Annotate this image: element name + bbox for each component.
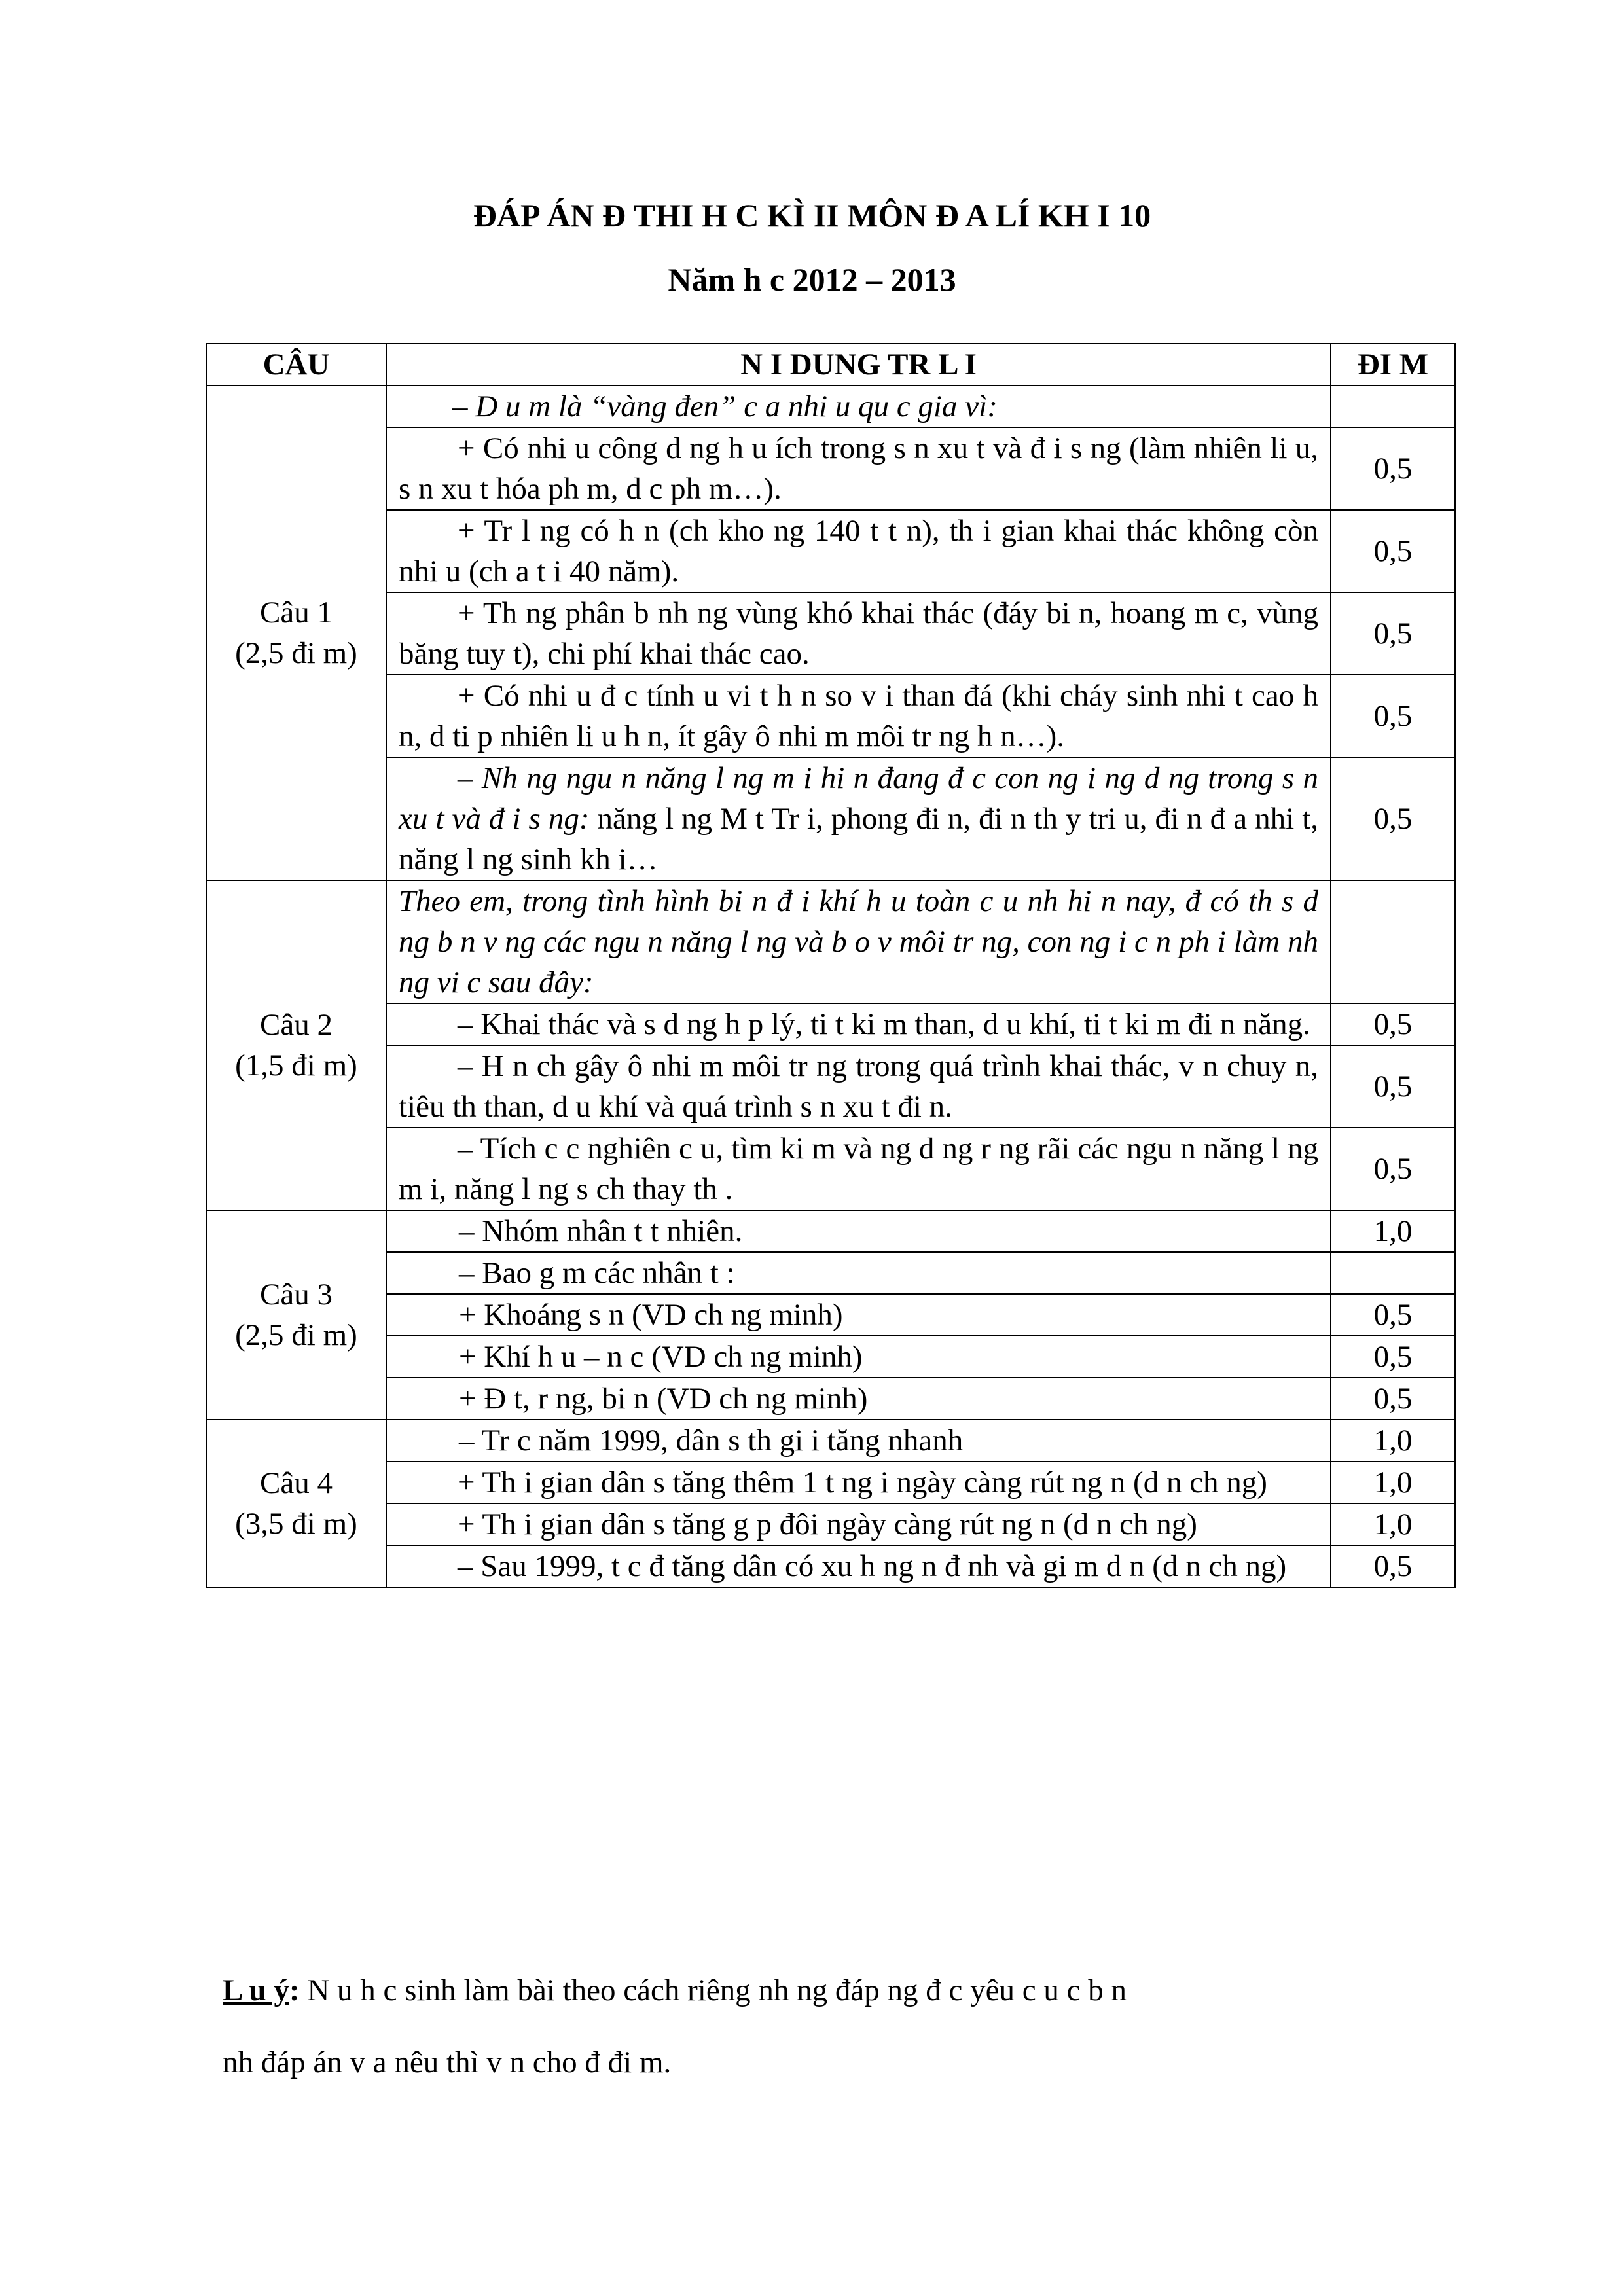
table-row [206,880,1455,1003]
row-score: 0,5 [1331,675,1455,757]
row-text: Theo em, trong tình hình bi n đ i khí h u toàn c u nh hi n nay, đ có th s d ng b n v ng các ngu n năng l ng và b o v môi tr ng, con ng i c n ph i làm nh ng vi c sau đây: [386,880,1331,1003]
row-score: 1,0 [1331,1210,1455,1252]
note-text-1: N u h c sinh làm bài theo cách riêng nh ng đáp ng đ c yêu c u c b n [299,1973,1127,2007]
row-text: + Có nhi u công d ng h u ích trong s n xu t và đ i s ng (làm nhiên li u, s n xu t hóa ph m, d c ph m…). [386,427,1331,510]
table-row [206,1252,1455,1294]
question-3-label: Câu 3 [260,1278,333,1312]
table-row [206,1462,1455,1503]
question-4-label: Câu 4 [260,1466,333,1500]
row-text: – Nhóm nhân t t nhiên. [386,1210,1331,1252]
row-score [1331,386,1455,427]
header-noi-dung: N I DUNG TR L I [386,344,1331,386]
table-row [206,1003,1455,1045]
table-row [206,592,1455,675]
header-diem: ĐI M [1331,344,1455,386]
question-3-points: (2,5 đi m) [235,1318,357,1352]
row-score: 1,0 [1331,1420,1455,1462]
row-text: + Khoáng s n (VD ch ng minh) [386,1294,1331,1336]
row-score: 0,5 [1331,1545,1455,1587]
note-line-1 [223,1970,1440,2011]
row-score: 0,5 [1331,592,1455,675]
table-row [206,1210,1455,1252]
table-row [206,1336,1455,1378]
row-text: – D u m là “vàng đen” c a nhi u qu c gia vì: [386,386,1331,427]
row-score: 1,0 [1331,1503,1455,1545]
row-score: 1,0 [1331,1462,1455,1503]
row-score: 0,5 [1331,1003,1455,1045]
row-text: + Th i gian dân s tăng thêm 1 t ng i ngày càng rút ng n (d n ch ng) [386,1462,1331,1503]
row-score: 0,5 [1331,757,1455,880]
table-row [206,675,1455,757]
table-row [206,1420,1455,1462]
row-text: – Sau 1999, t c đ tăng dân có xu h ng n đ nh và gi m d n (d n ch ng) [386,1545,1331,1587]
row-score [1331,880,1455,1003]
row-text: + Có nhi u đ c tính u vi t h n so v i than đá (khi cháy sinh nhi t cao h n, d ti p nhiên li u h n, ít gây ô nhi m môi tr ng h n…). [386,675,1331,757]
question-1-cell [206,386,386,880]
row-text: + Tr l ng có h n (ch kho ng 140 t t n), th i gian khai thác không còn nhi u (ch a t i 40 năm). [386,510,1331,592]
row-score: 0,5 [1331,510,1455,592]
row-text [386,757,1331,880]
table-row [206,510,1455,592]
table-row [206,1378,1455,1420]
table-row [206,1294,1455,1336]
table-header-row [206,344,1455,386]
table-row [206,386,1455,427]
table-row [206,1503,1455,1545]
row-text: – Tr c năm 1999, dân s th gi i tăng nhanh [386,1420,1331,1462]
row-text: + Khí h u – n c (VD ch ng minh) [386,1336,1331,1378]
table-row [206,1545,1455,1587]
note-colon: : [289,1973,300,2007]
row-score: 0,5 [1331,1336,1455,1378]
row-text: – Bao g m các nhân t : [386,1252,1331,1294]
row-score: 0,5 [1331,1294,1455,1336]
row-score: 0,5 [1331,1045,1455,1128]
school-year: Năm h c 2012 – 2013 [668,261,956,298]
row-text: + Đ t, r ng, bi n (VD ch ng minh) [386,1378,1331,1420]
question-4-points: (3,5 đi m) [235,1507,357,1541]
table-row [206,427,1455,510]
row-text-italic: – Nh ng ngu n năng l ng m i hi n đang đ c con ng i ng d ng trong s n xu t và đ i s ng: [399,761,1318,836]
row-text: – Tích c c nghiên c u, tìm ki m và ng d ng r ng rãi các ngu n năng l ng m i, năng l ng s ch thay th . [386,1128,1331,1210]
note-line-2: nh đáp án v a nêu thì v n cho đ đi m. [223,2045,672,2079]
table-row [206,757,1455,880]
row-text: – Khai thác và s d ng h p lý, ti t ki m than, d u khí, ti t ki m đi n năng. [386,1003,1331,1045]
question-2-cell [206,880,386,1210]
question-2-label: Câu 2 [260,1008,333,1042]
table-row [206,1045,1455,1128]
header-cau: CÂU [206,344,386,386]
row-text: + Th i gian dân s tăng g p đôi ngày càng rút ng n (d n ch ng) [386,1503,1331,1545]
page-title: ĐÁP ÁN Đ THI H C KÌ II MÔN Đ A LÍ KH I 10 [473,197,1151,234]
row-score: 0,5 [1331,1378,1455,1420]
row-text: + Th ng phân b nh ng vùng khó khai thác (đáy bi n, hoang m c, vùng băng tuy t), chi phí khai thác cao. [386,592,1331,675]
question-1-points: (2,5 đi m) [235,636,357,670]
note-label: L u ý [223,1973,289,2007]
row-score: 0,5 [1331,1128,1455,1210]
row-score: 0,5 [1331,427,1455,510]
question-3-cell [206,1210,386,1420]
question-2-points: (1,5 đi m) [235,1049,357,1083]
row-text-normal: năng l ng M t Tr i, phong đi n, đi n th y tri u, đi n đ a nhi t, năng l ng sinh kh i… [399,802,1319,876]
table-row [206,1128,1455,1210]
question-4-cell [206,1420,386,1587]
question-1-label: Câu 1 [260,596,333,630]
row-score [1331,1252,1455,1294]
row-text: – H n ch gây ô nhi m môi tr ng trong quá trình khai thác, v n chuy n, tiêu th than, d u khí và quá trình s n xu t đi n. [386,1045,1331,1128]
answer-table [206,343,1456,1588]
